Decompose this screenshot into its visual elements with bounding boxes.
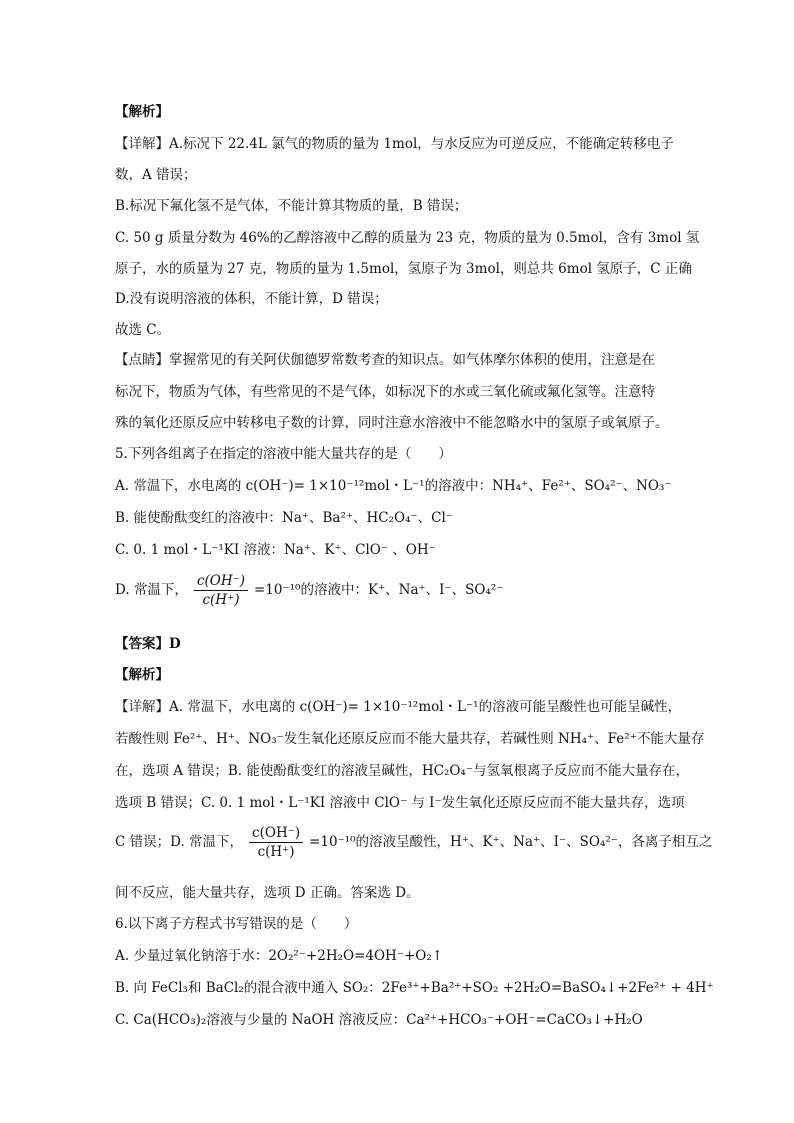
explanation-line-1: 【详解】A.标况下 22.4L 氯气的物质的量为 1mol，与水反应为可逆反应，不能确定转移电子: [115, 136, 674, 152]
fraction-oh-over-h: [194, 572, 248, 609]
jiexi-heading-1: 【解析】: [115, 104, 169, 120]
detail-line-3: 在，选项 A 错误；B. 能使酚酞变红的溶液呈碱性，HC₂O₄⁻与氢氧根离子反应而不能大量存在，: [115, 763, 689, 779]
detail-line-2: 若酸性则 Fe²⁺、H⁺、NO₃⁻发生氧化还原反应而不能大量共存，若碱性则 NH₄⁺、Fe²⁺不能大量存: [115, 731, 705, 747]
key-point-line-1: 【点睛】掌握常见的有关阿伏伽德罗常数考查的知识点。如气体摩尔体积的使用，注意是在: [115, 352, 655, 368]
question-6-option-a: A. 少量过氧化钠溶于水：2O₂²⁻+2H₂O=4OH⁻+O₂↑: [115, 948, 444, 964]
question-5-stem: 5.下列各组离子在指定的溶液中能大量共存的是（ ）: [115, 446, 452, 462]
detail-5-suffix: =10⁻¹⁰的溶液呈酸性，H⁺、K⁺、Na⁺、I⁻、SO₄²⁻，各离子相互之: [309, 834, 713, 850]
fraction-denominator: c(H⁺): [202, 592, 240, 608]
key-point-line-3: 殊的氧化还原反应中转移电子数的计算，同时注意水溶液中不能忽略水中的氢原子或氧原子。: [115, 415, 669, 431]
explanation-line-6: D.没有说明溶液的体积，不能计算，D 错误；: [115, 291, 388, 307]
key-point-line-2: 标况下，物质为气体，有些常见的不是气体，如标况下的水或三氧化硫或氟化氢等。注意特: [115, 384, 655, 400]
answer-label: 【答案】D: [115, 636, 181, 652]
explanation-line-5: 原子，水的质量为 27 克，物质的量为 1.5mol，氢原子为 3mol，则总共 6mol 氢原子，C 正确: [115, 261, 692, 277]
fraction-denominator: c(H⁺): [257, 844, 295, 860]
fraction-numerator: c(OH⁻): [194, 572, 248, 591]
question-5-option-b: B. 能使酚酞变红的溶液中：Na⁺、Ba²⁺、HC₂O₄⁻、Cl⁻: [115, 510, 453, 526]
question-6-stem: 6.以下离子方程式书写错误的是（ ）: [115, 916, 358, 932]
option-d-suffix: =10⁻¹⁰的溶液中：K⁺、Na⁺、I⁻、SO₄²⁻: [254, 582, 504, 598]
explanation-line-2: 数，A 错误；: [115, 167, 197, 183]
detail-line-4: 选项 B 错误；C. 0. 1 mol・L⁻¹KI 溶液中 ClO⁻ 与 I⁻发生氧化还原反应而不能大量共存，选项: [115, 795, 685, 811]
question-6-option-c: C. Ca(HCO₃)₂溶液与少量的 NaOH 溶液反应：Ca²⁺+HCO₃⁻+OH⁻=CaCO₃↓+H₂O: [115, 1012, 643, 1028]
detail-line-6: 间不反应，能大量共存，选项 D 正确。答案选 D。: [115, 885, 420, 901]
explanation-line-3: B.标况下氟化氢不是气体，不能计算其物质的量，B 错误；: [115, 198, 468, 214]
question-5-option-d: [115, 572, 503, 609]
fraction-oh-over-h-2: [249, 824, 303, 861]
option-d-prefix: D. 常温下，: [115, 582, 188, 598]
explanation-line-7: 故选 C。: [115, 322, 171, 338]
detail-line-1: 【详解】A. 常温下，水电离的 c(OH⁻)= 1×10⁻¹²mol・L⁻¹的溶液可能呈酸性也可能呈碱性，: [115, 699, 682, 715]
jiexi-heading-2: 【解析】: [115, 667, 169, 683]
detail-line-5: [115, 824, 712, 861]
question-5-option-a: A. 常温下，水电离的 c(OH⁻)= 1×10⁻¹²mol・L⁻¹的溶液中：NH₄⁺、Fe²⁺、SO₄²⁻、NO₃⁻: [115, 478, 672, 494]
explanation-line-4: C. 50 g 质量分数为 46%的乙醇溶液中乙醇的质量为 23 克，物质的量为 0.5mol，含有 3mol 氢: [115, 230, 700, 246]
question-5-option-c: C. 0. 1 mol・L⁻¹KI 溶液：Na⁺、K⁺、ClO⁻ 、OH⁻: [115, 542, 436, 558]
fraction-numerator: c(OH⁻): [249, 824, 303, 843]
question-6-option-b: B. 向 FeCl₃和 BaCl₂的混合液中通入 SO₂：2Fe³⁺+Ba²⁺+SO₂ +2H₂O=BaSO₄↓+2Fe²⁺ + 4H⁺: [115, 980, 714, 996]
detail-5-prefix: C 错误；D. 常温下，: [115, 834, 244, 850]
